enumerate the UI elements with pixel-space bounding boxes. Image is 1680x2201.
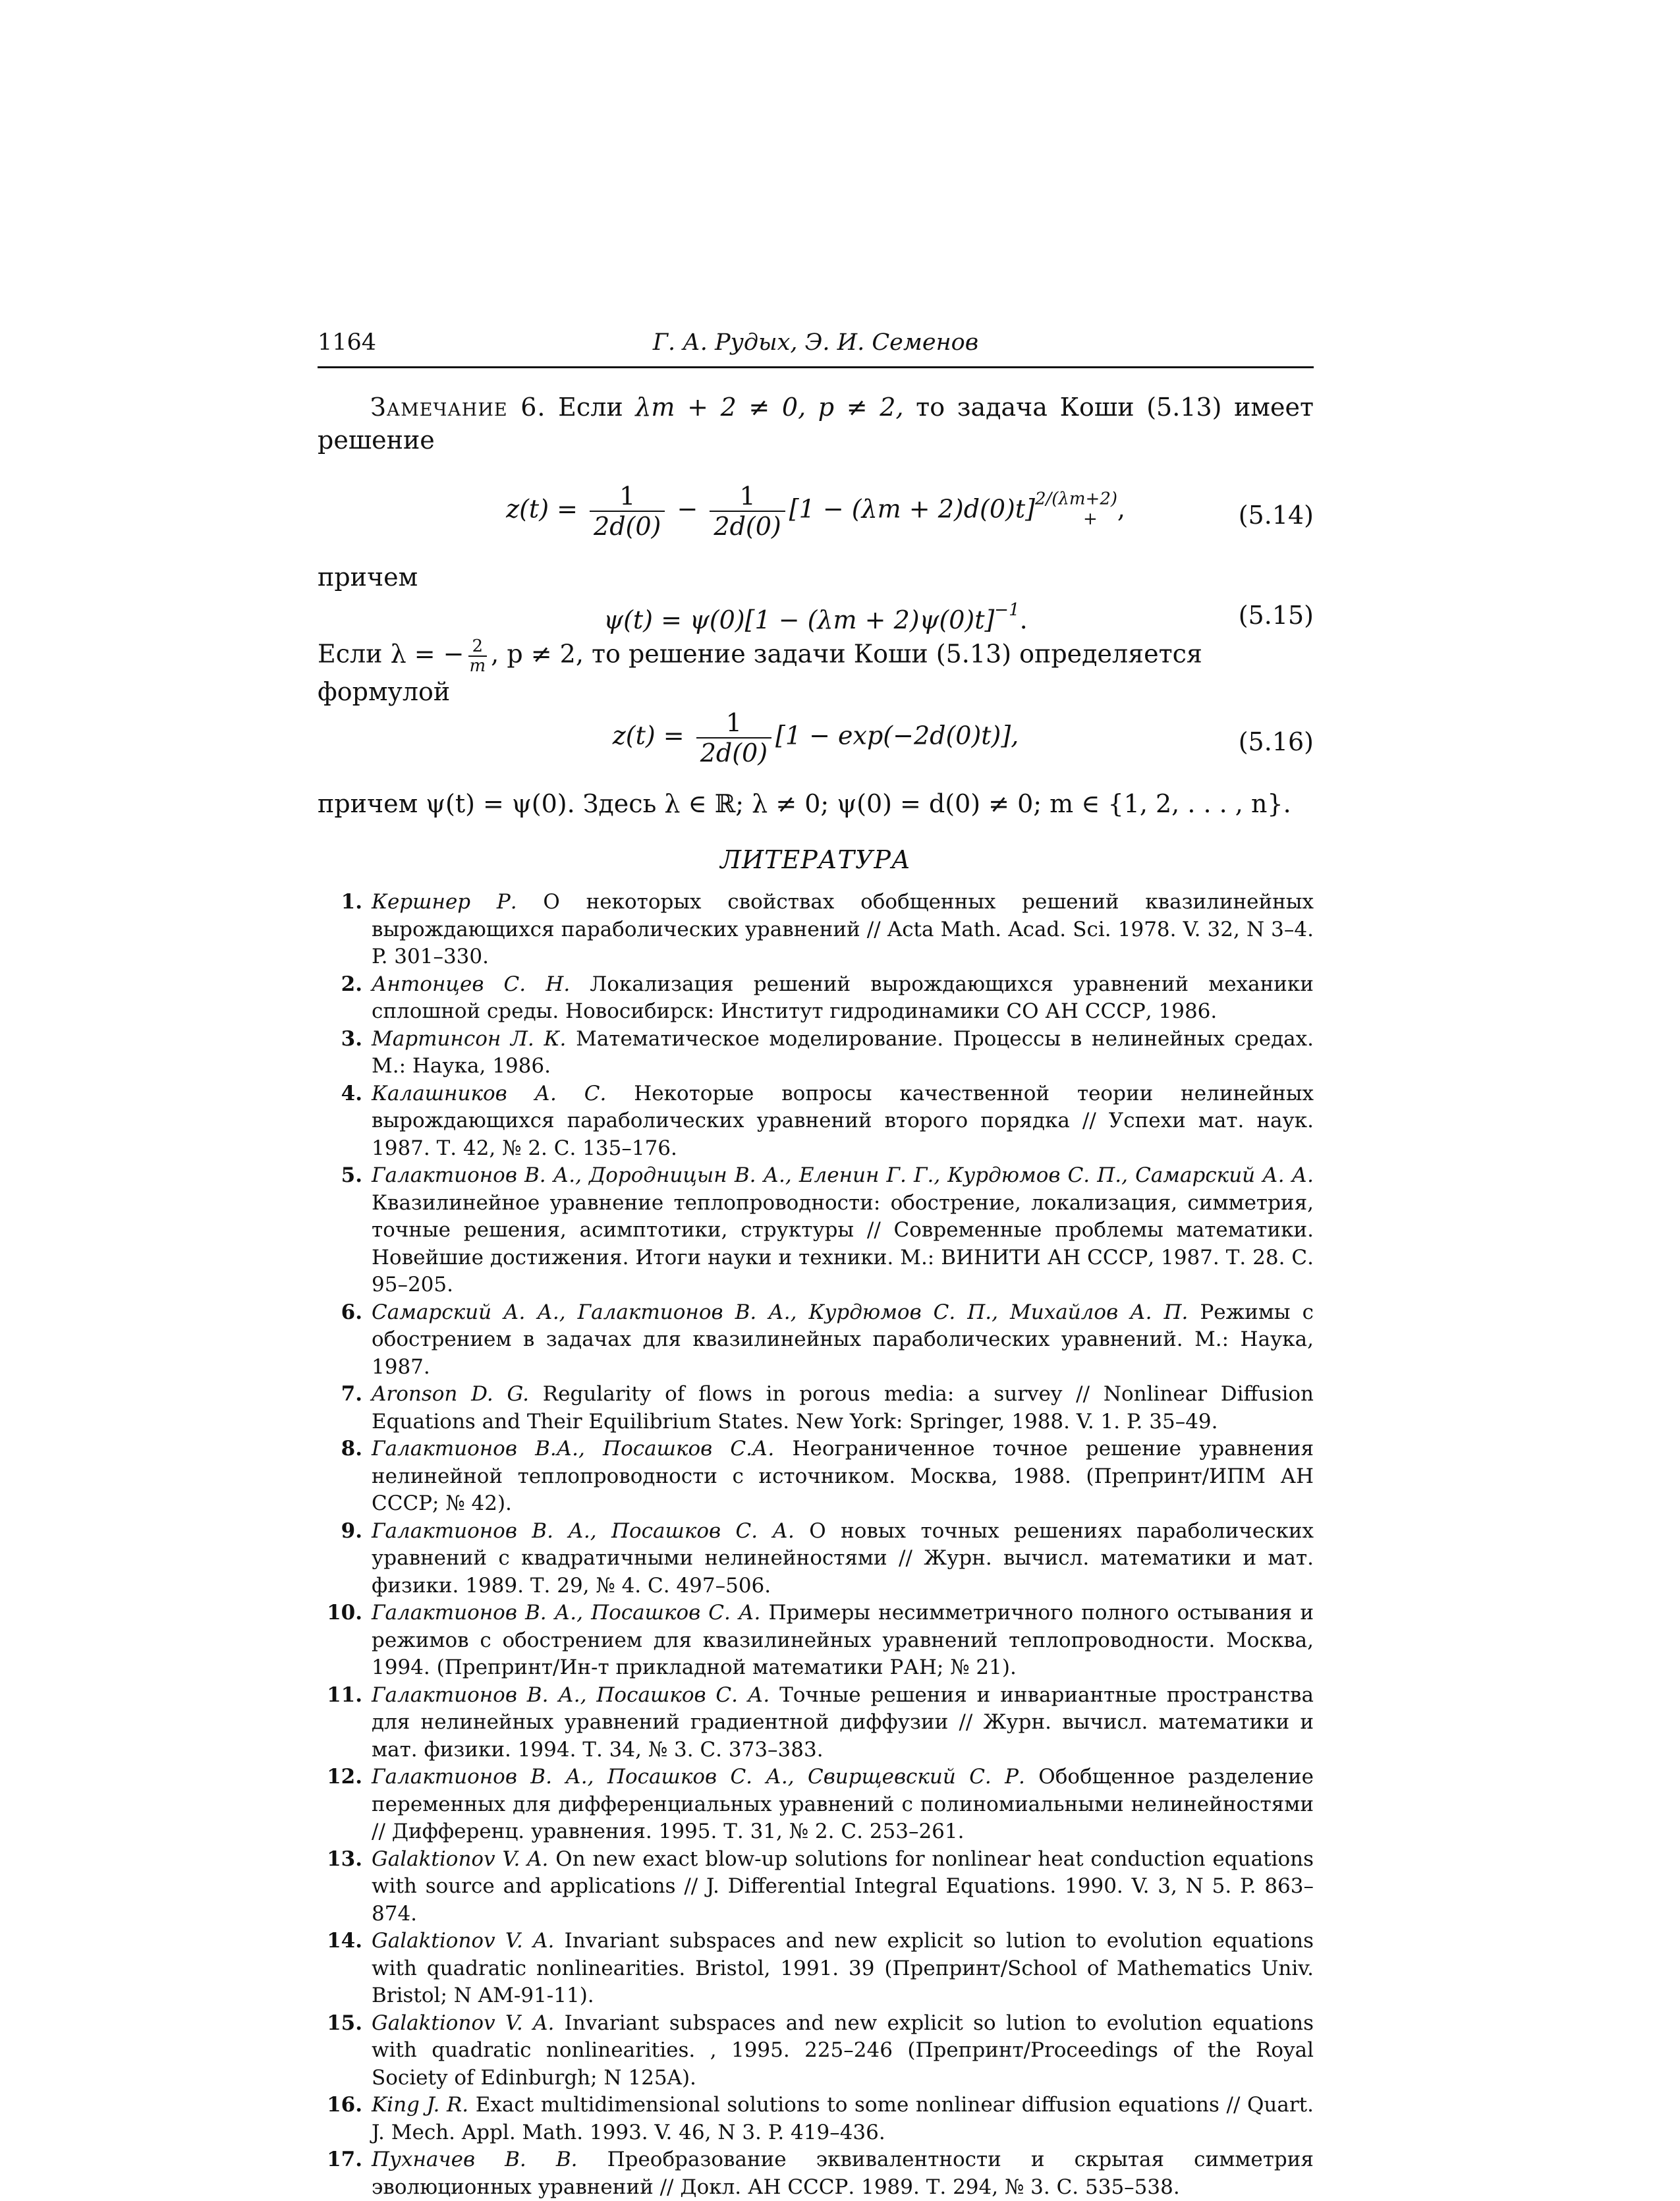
reference-text: Exact multidimensional solutions to some nonlinear diffusion equations // Quart. J. Mech. Appl. Math. 1993. V. 46, N 3. P. 419–436.: [372, 2093, 1314, 2144]
word-whereby-1: причем: [318, 563, 418, 592]
reference-text: О некоторых свойствах обобщенных решений квазилинейных вырождающихся параболических уравнений // Acta Math. Acad. Sci. 1978. V. 32, N 3–4. P. 301–330.: [372, 890, 1314, 968]
eq-516-frac-num: 1: [696, 708, 771, 738]
reference-authors: Galaktionov V. A.: [372, 2011, 555, 2035]
reference-number: 12.: [327, 1765, 362, 1789]
reference-number: 8.: [341, 1437, 362, 1461]
reference-authors: Пухначев В. В.: [372, 2148, 578, 2171]
reference-text: Математическое моделирование. Процессы в нелинейных средах. М.: Наука, 1986.: [372, 1026, 1314, 1078]
reference-authors: Кершнер Р.: [372, 890, 517, 914]
running-head: [318, 329, 1314, 364]
eq-514-bracket: [1 − (λm + 2)d(0)t]: [789, 494, 1035, 524]
reference-text: Обобщенное разделение переменных для дифференциальных уравнений с полиномиальными нелинейностями // Дифференц. уравнения. 1995. Т. 31, № 2. С. 253–261.: [372, 1765, 1314, 1843]
reference-text: Некоторые вопросы качественной теории нелинейных вырождающихся параболических уравнений второго порядка // Успехи мат. наук. 1987. Т. 42, № 2. С. 135–176.: [372, 1081, 1314, 1160]
remark-text-before: Если: [558, 393, 636, 422]
header-rule: [318, 366, 1314, 368]
condition-frac-num: 2: [468, 637, 488, 657]
page-number: 1164: [318, 329, 377, 356]
eq-515-power: −1: [994, 600, 1020, 620]
equation-5-15: [318, 594, 1314, 637]
equation-5-16-body: [318, 708, 1314, 767]
eq-516-lhs: z(t) =: [612, 721, 685, 750]
reference-authors: Галактионов В.А., Посашков С.А.: [372, 1437, 775, 1461]
reference-number: 10.: [327, 1601, 362, 1625]
reference-item: [318, 1682, 1314, 1764]
eq-514-power: 2/(λm+2): [1034, 489, 1118, 509]
reference-number: 16.: [327, 2093, 362, 2117]
reference-text: Regularity of flows in porous media: a survey // Nonlinear Diffusion Equations and Their Equilibrium States. New York: Springer, 1988. V. 1. P. 35–49.: [372, 1382, 1314, 1434]
equation-number-5-14: (5.14): [1238, 501, 1314, 530]
reference-authors: Галактионов В. А., Посашков С. А., Свирщевский С. Р.: [372, 1765, 1025, 1789]
reference-number: 13.: [327, 1847, 362, 1871]
reference-number: 4.: [341, 1081, 362, 1105]
eq-515-tail: .: [1019, 605, 1028, 634]
eq-514-fraction-1: [590, 482, 665, 541]
eq-516-bracket: [1 − exp(−2d(0)t)],: [775, 721, 1019, 750]
eq-514-frac2-num: 1: [710, 482, 785, 512]
closing-line: причем ψ(t) = ψ(0). Здесь λ ∈ ℝ; λ ≠ 0; ψ(0) = d(0) ≠ 0; m ∈ {1, 2, . . . , n}.: [318, 789, 1291, 818]
reference-number: 2.: [341, 972, 362, 996]
reference-text: Invariant subspaces and new explicit so lution to evolution equations with quadratic nonlinearities. , 1995. 225–246 (Препринт/Proceedings of the Royal Society of Edinburgh; N 125A).: [372, 2011, 1314, 2090]
reference-item: [318, 971, 1314, 1026]
equation-5-16: [318, 708, 1314, 787]
reference-text: Локализация решений вырождающихся уравнений механики сплошной среды. Новосибирск: Институт гидродинамики СО АН СССР, 1986.: [372, 972, 1314, 1023]
eq-515-body: ψ(t) = ψ(0)[1 − (λm + 2)ψ(0)t]: [603, 605, 995, 634]
reference-item: [318, 889, 1314, 971]
eq-514-plus-subscript: +: [1083, 509, 1098, 529]
reference-authors: Aronson D. G.: [372, 1382, 530, 1406]
equation-number-5-15: (5.15): [1238, 601, 1314, 630]
equation-number-5-16: (5.16): [1238, 727, 1314, 756]
reference-text: Примеры несимметричного полного остывания и режимов с обострением для квазилинейных уравнений теплопроводности. Москва, 1994. (Препринт/Ин-т прикладной математики РАН; № 21).: [372, 1601, 1314, 1679]
reference-text: Invariant subspaces and new explicit so lution to evolution equations with quadratic nonlinearities. Bristol, 1991. 39 (Препринт/School of Mathematics Univ. Bristol; N AM-91-11).: [372, 1929, 1314, 2007]
reference-authors: Галактионов В. А., Посашков С. А.: [372, 1683, 770, 1707]
reference-text: On new exact blow-up solutions for nonlinear heat conduction equations with source and applications // J. Differential Integral Equations. 1990. V. 3, N 5. P. 863–874.: [372, 1847, 1314, 1926]
remark-text-after: то задача Коши (5.13) имеет решение: [318, 393, 1314, 455]
page: [318, 329, 1314, 2201]
condition-frac-den: m: [469, 656, 486, 676]
eq-514-fraction-2: [710, 482, 785, 541]
eq-514-frac1-num: 1: [590, 482, 665, 512]
reference-item: [318, 1435, 1314, 1518]
reference-item: [318, 1518, 1314, 1600]
reference-authors: Галактионов В. А., Дородницын В. А., Еленин Г. Г., Курдюмов С. П., Самарский А. А.: [372, 1163, 1314, 1187]
eq-516-frac-den: 2d(0): [700, 738, 768, 767]
reference-item: [318, 1928, 1314, 2010]
reference-authors: Галактионов В. А., Посашков С. А.: [372, 1518, 795, 1543]
reference-number: 6.: [341, 1300, 362, 1324]
reference-number: 14.: [327, 1929, 362, 1953]
reference-number: 5.: [341, 1163, 362, 1187]
condition-line-2-start: Если λ = −: [318, 639, 464, 669]
reference-number: 15.: [327, 2011, 362, 2035]
reference-item: [318, 1299, 1314, 1381]
condition-line-2: [318, 637, 1314, 708]
reference-list: [318, 889, 1314, 2201]
eq-514-frac2-den: 2d(0): [714, 512, 781, 541]
reference-item: [318, 1764, 1314, 1846]
reference-item: [318, 2010, 1314, 2092]
reference-text: Режимы с обострением в задачах для квазилинейных параболических уравнений. М.: Наука, 1987.: [372, 1300, 1314, 1379]
reference-text: Неограниченное точное решение уравнения нелинейной теплопроводности с источником. Москва, 1988. (Препринт/ИПМ АН СССР; № 42).: [372, 1437, 1314, 1515]
reference-item: [318, 2092, 1314, 2146]
equation-5-14: [318, 482, 1314, 561]
condition-line-2-fraction: [468, 637, 488, 675]
reference-authors: Калашников А. С.: [372, 1081, 607, 1105]
reference-number: 3.: [341, 1026, 362, 1051]
equation-5-15-body: [318, 594, 1314, 636]
reference-authors: Мартинсон Л. К.: [372, 1026, 567, 1051]
remark-paragraph: [318, 391, 1314, 457]
reference-authors: King J. R.: [372, 2093, 469, 2117]
header-authors: Г. А. Рудых, Э. И. Семенов: [652, 329, 979, 356]
reference-text: Преобразование эквивалентности и скрытая симметрия эволюционных уравнений // Докл. АН СССР. 1989. Т. 294, № 3. С. 535–538.: [372, 2148, 1314, 2199]
reference-number: 11.: [327, 1683, 362, 1707]
eq-514-frac1-den: 2d(0): [594, 512, 661, 541]
reference-authors: Галактионов В. А., Посашков С. А.: [372, 1601, 761, 1625]
reference-authors: Galaktionov V. A.: [372, 1929, 555, 1953]
remark-condition: λm + 2 ≠ 0, p ≠ 2,: [635, 393, 904, 422]
reference-authors: Galaktionov V. A.: [372, 1847, 549, 1871]
equation-5-14-body: [318, 482, 1314, 541]
eq-514-tail: ,: [1117, 494, 1125, 524]
references-title: ЛИТЕРАТУРА: [720, 845, 911, 874]
reference-item: [318, 1162, 1314, 1299]
reference-item: [318, 1600, 1314, 1682]
reference-item: [318, 1846, 1314, 1928]
eq-514-lhs: z(t) =: [506, 494, 578, 524]
reference-authors: Антонцев С. Н.: [372, 972, 571, 996]
remark-label: Замечание 6.: [370, 393, 546, 422]
reference-number: 17.: [327, 2148, 362, 2171]
condition-line-2-end: , p ≠ 2, то решение задачи Коши (5.13) определяется формулой: [318, 639, 1202, 706]
reference-text: Точные решения и инвариантные пространства для нелинейных уравнений градиентной диффузии // Журн. вычисл. математики и мат. физики. 1994. Т. 34, № 3. С. 373–383.: [372, 1683, 1314, 1762]
reference-number: 7.: [341, 1382, 362, 1406]
reference-item: [318, 1026, 1314, 1080]
reference-authors: Самарский А. А., Галактионов В. А., Курдюмов С. П., Михайлов А. П.: [372, 1300, 1189, 1324]
eq-514-minus: −: [677, 494, 698, 524]
main-text: [318, 391, 1314, 820]
reference-number: 9.: [341, 1518, 362, 1543]
reference-number: 1.: [341, 890, 362, 914]
reference-item: [318, 1381, 1314, 1435]
reference-item: [318, 1080, 1314, 1163]
eq-516-fraction: [696, 708, 771, 767]
reference-text: О новых точных решениях параболических уравнений с квадратичными нелинейностями // Журн. вычисл. математики и мат. физики. 1989. Т. 29, № 4. С. 497–506.: [372, 1518, 1314, 1598]
reference-text: Квазилинейное уравнение теплопроводности: обострение, локализация, симметрия, точные решения, асимптотики, структуры // Современные проблемы математики. Новейшие достижения. Итоги науки и техники. М.: ВИНИТИ АН СССР, 1987. Т. 28. С. 95–205.: [372, 1190, 1314, 1296]
